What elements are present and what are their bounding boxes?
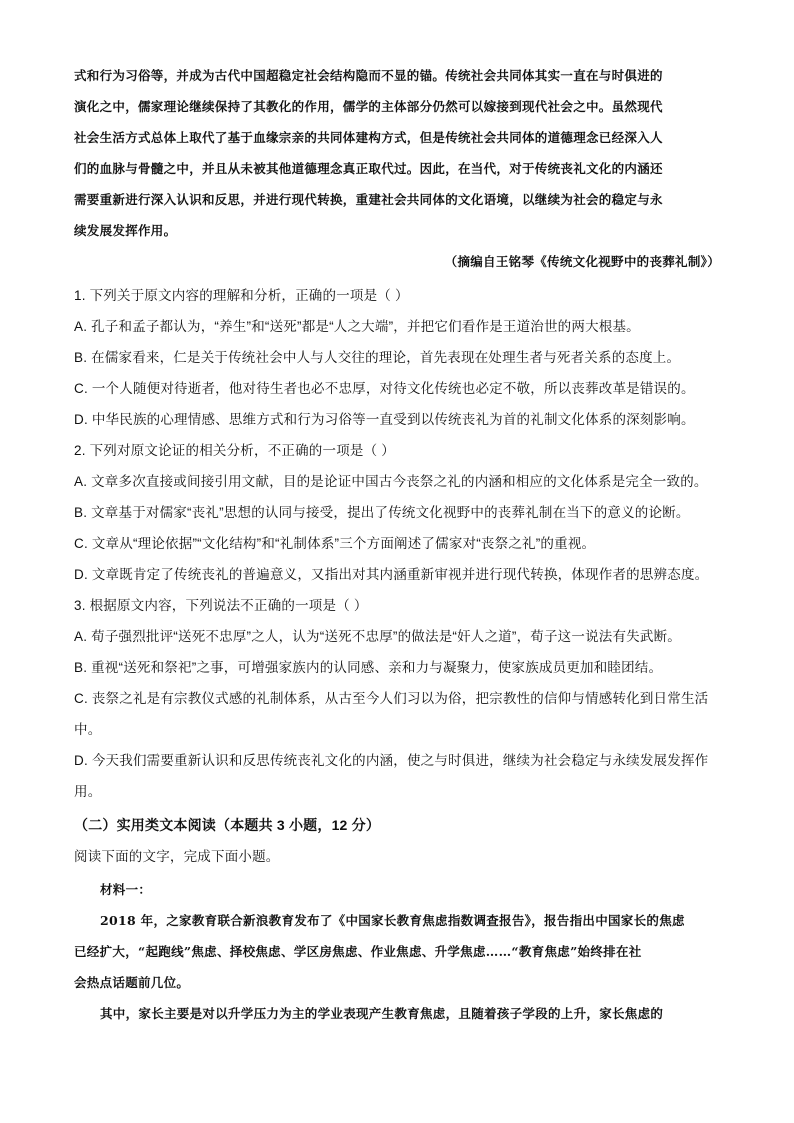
questions-block: [74, 280, 724, 807]
passage-line: 式和行为习俗等，并成为古代中国超稳定社会结构隐而不显的锚。传统社会共同体其实一直在与时俱进的: [74, 68, 663, 83]
section2-header: [74, 810, 724, 872]
option-item: A. 荀子强烈批评“送死不忠厚”之人，认为“送死不忠厚”的做法是“奸人之道”，荀子这一说法有失武断。: [74, 629, 681, 644]
option-item: A. 孔子和孟子都认为，“养生”和“送死”都是“人之大端”，并把它们看作是王道治世的两大根基。: [74, 319, 640, 334]
question-stem-2: 2. 下列对原文论证的相关分析，不正确的一项是（ ）: [74, 443, 395, 458]
option-item: C. 一个人随便对待逝者，他对待生者也必不忠厚，对待文化传统也必定不敬，所以丧葬改革是错误的。: [74, 381, 695, 396]
option-item: A. 文章多次直接或间接引用文献，目的是论证中国古今丧祭之礼的内涵和相应的文化体系是完全一致的。: [74, 474, 708, 489]
material-label: 材料一：: [100, 882, 152, 897]
option-item: 中。: [74, 722, 102, 737]
option-item: C. 文章从“理论依据”“文化结构”和“礼制体系”三个方面阐述了儒家对“丧祭之礼”的重视。: [74, 536, 596, 551]
option-item: D. 中华民族的心理情感、思维方式和行为习俗等一直受到以传统丧礼为首的礼制文化体系的深刻影响。: [74, 412, 695, 427]
passage-line: 演化之中，儒家理论继续保持了其教化的作用，儒学的主体部分仍然可以嫁接到现代社会之中。虽然现代: [74, 99, 663, 114]
option-item: B. 文章基于对儒家“丧礼”思想的认同与接受，提出了传统文化视野中的丧葬礼制在当下的意义的论断。: [74, 505, 690, 520]
material-block: [74, 874, 720, 1029]
passage-line: 续发展发挥作用。: [74, 223, 177, 238]
material-line: 其中，家长主要是对以升学压力为主的学业表现产生教育焦虑，且随着孩子学段的上升，家长焦虑的: [100, 1006, 664, 1021]
passage-line: 社会生活方式总体上取代了基于血缘宗亲的共同体建构方式，但是传统社会共同体的道德理念已经深入人: [74, 130, 663, 145]
section-heading: （二）实用类文本阅读（本题共 3 小题，12 分）: [74, 817, 381, 833]
question-stem-3: 3. 根据原文内容，下列说法不正确的一项是（ ）: [74, 598, 368, 613]
passage-line: 需要重新进行深入认识和反思，并进行现代转换，重建社会共同体的文化语境，以继续为社会的稳定与永: [74, 192, 663, 207]
material-line: 2018 年，之家教育联合新浪教育发布了《中国家长教育焦虑指数调查报告》，报告指出中国家长的焦虑: [100, 913, 685, 928]
passage-top: [74, 60, 720, 277]
material-line: 已经扩大，“起跑线”焦虑、择校焦虑、学区房焦虑、作业焦虑、升学焦虑……“教育焦虑”始终排在社: [74, 944, 642, 959]
option-item: 用。: [74, 784, 102, 799]
option-item: D. 文章既肯定了传统丧礼的普遍意义，又指出对其内涵重新审视并进行现代转换，体现作者的思辨态度。: [74, 567, 709, 582]
option-item: B. 重视“送死和祭祀”之事，可增强家族内的认同感、亲和力与凝聚力，使家族成员更加和睦团结。: [74, 660, 663, 675]
passage-line: 们的血脉与骨髓之中，并且从未被其他道德理念真正取代过。因此，在当代，对于传统丧礼文化的内涵还: [74, 161, 663, 176]
option-item: C. 丧祭之礼是有宗教仪式感的礼制体系，从古至今人们习以为俗，把宗教性的信仰与情感转化到日常生活: [74, 691, 709, 706]
passage-source: （摘编自王铭琴《传统文化视野中的丧葬礼制》）: [444, 254, 720, 269]
option-item: B. 在儒家看来，仁是关于传统社会中人与人交往的理论，首先表现在处理生者与死者关系的态度上。: [74, 350, 681, 365]
material-line: 会热点话题前几位。: [74, 975, 190, 990]
question-stem-1: 1. 下列关于原文内容的理解和分析，正确的一项是（ ）: [74, 288, 409, 303]
section-instruction: 阅读下面的文字，完成下面小题。: [74, 849, 280, 864]
option-item: D. 今天我们需要重新认识和反思传统丧礼文化的内涵，使之与时俱进，继续为社会稳定与永续发展发挥作: [74, 753, 709, 768]
